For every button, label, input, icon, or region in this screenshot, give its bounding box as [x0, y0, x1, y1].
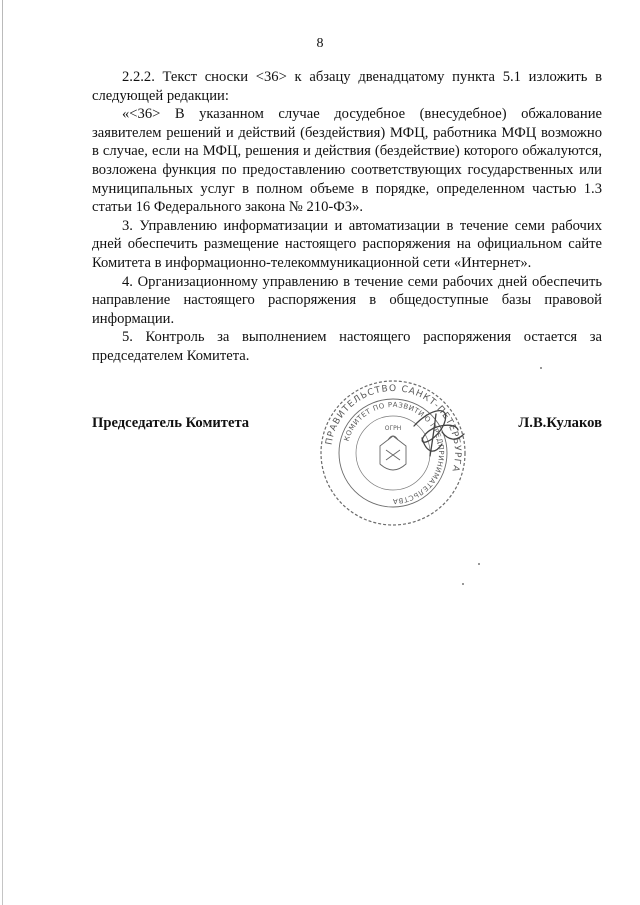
- signer-title: Председатель Комитета: [92, 415, 250, 431]
- paragraph-3: 3. Управлению информатизации и автоматизации в течение семи рабочих дней обеспечить размещение настоящего распоряжения на официальном сайте Комитета в информационно-телекоммуникационной сети «Интернет».: [92, 217, 602, 271]
- seal-inner-text: КОМИТЕТ ПО РАЗВИТИЮ ПРЕДПРИНИМАТЕЛЬСТВА: [342, 400, 446, 506]
- paragraph-2-2-2: 2.2.2. Текст сноски <36> к абзацу двенадцатому пункта 5.1 изложить в следующей редакции:: [92, 69, 602, 104]
- scan-edge-line: [2, 0, 3, 905]
- scan-speck: [462, 583, 464, 585]
- scan-speck: [540, 367, 542, 369]
- paragraph-4: 4. Организационному управлению в течение семи рабочих дней обеспечить направление настоящего распоряжения в общедоступные базы правовой информации.: [92, 273, 602, 327]
- document-body: [92, 68, 602, 366]
- coat-of-arms-icon: [380, 436, 406, 470]
- page-number: 8: [316, 36, 324, 51]
- scan-speck: [478, 563, 480, 565]
- seal-outer-text: ПРАВИТЕЛЬСТВО САНКТ-ПЕТЕРБУРГА: [324, 383, 463, 474]
- paragraph-footnote-36: «<36> В указанном случае досудебное (внесудебное) обжалование заявителем решений и действий (бездействия) МФЦ, работника МФЦ возможно в случае, если на МФЦ, решения и действия (бездействие) которого обжалуются, возложена функция по предоставлению соответствующих государственных или муниципальных услуг в полном объеме в порядке, определенном частью 1.3 статьи 16 Федерального закона № 210-ФЗ».: [92, 106, 602, 216]
- signer-name: Л.В.Кулаков: [518, 415, 602, 431]
- seal-center-text: ОГРН: [384, 425, 402, 432]
- official-seal-stamp: [318, 378, 468, 528]
- paragraph-5: 5. Контроль за выполнением настоящего распоряжения остается за председателем Комитета.: [92, 329, 602, 364]
